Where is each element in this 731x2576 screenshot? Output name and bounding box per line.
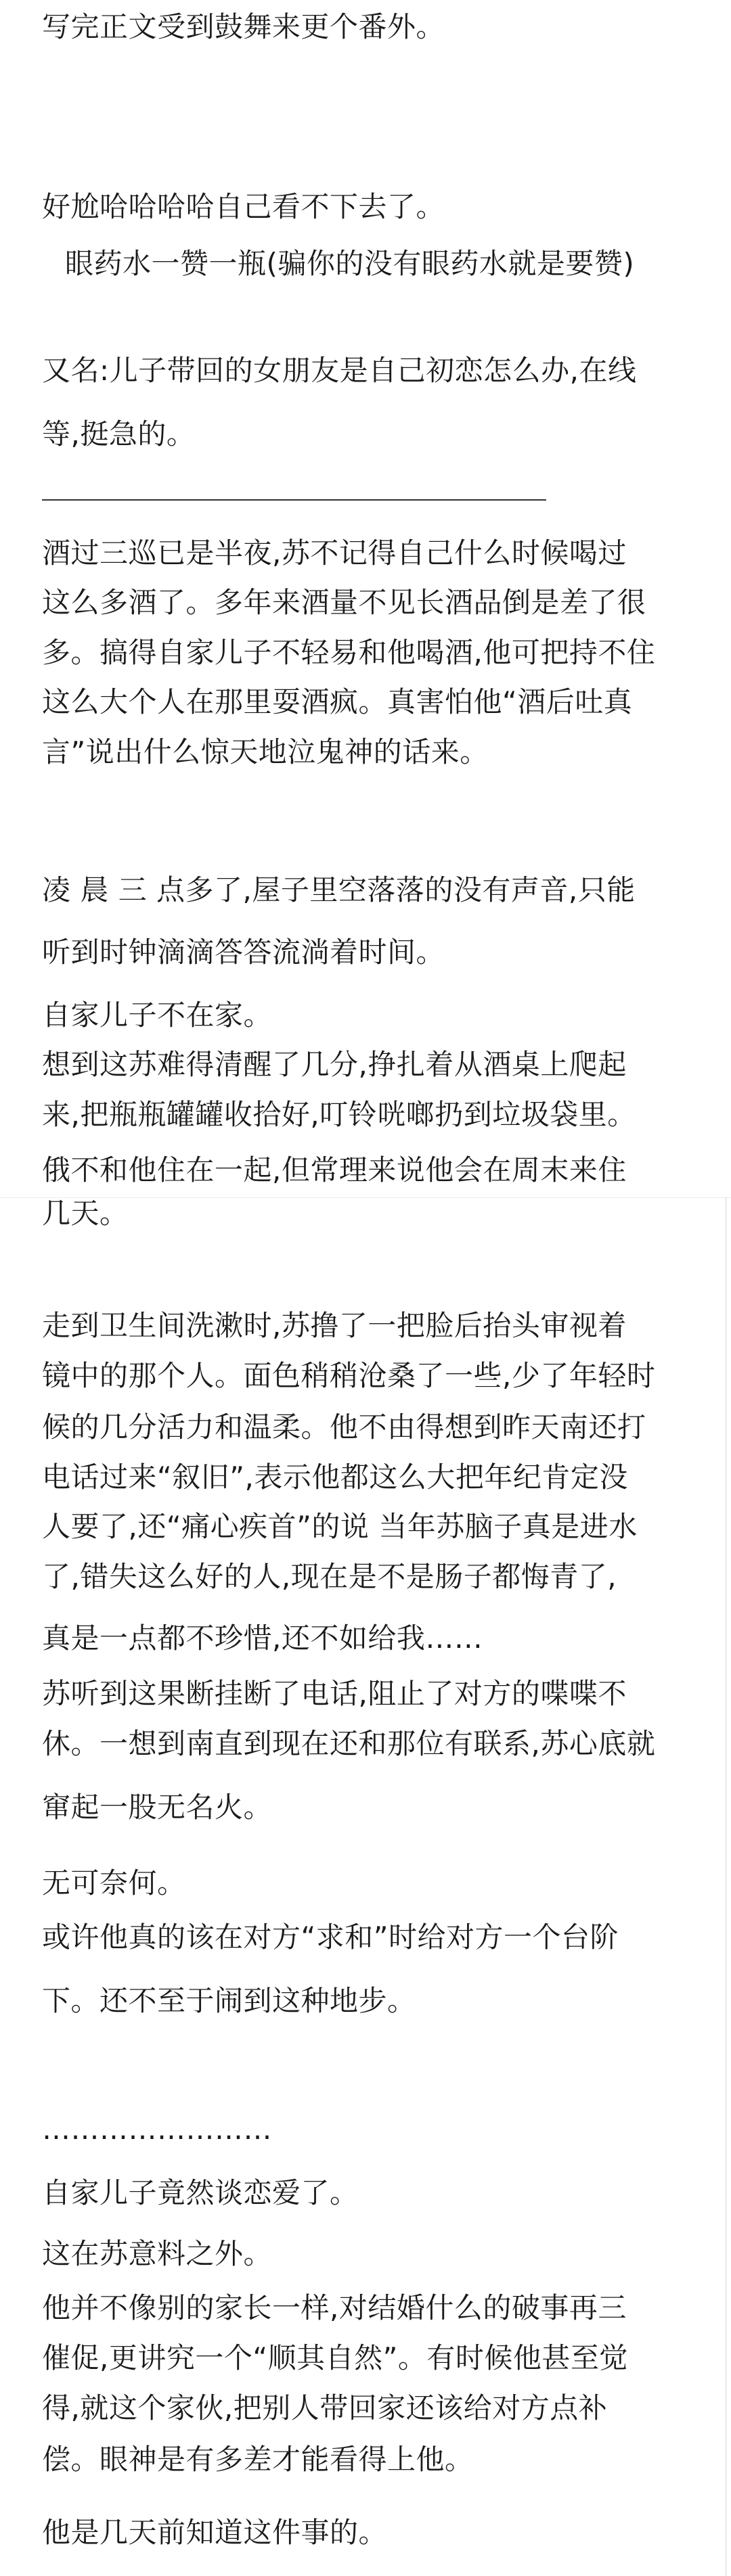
text-line: 来,把瓶瓶罐罐收拾好,叮铃咣啷扔到垃圾袋里。 bbox=[42, 1098, 636, 1131]
text-line: 窜起一股无名火。 bbox=[42, 1791, 273, 1824]
text-line: 了,错失这么好的人,现在是不是肠子都悔青了, bbox=[42, 1560, 617, 1593]
text-line: 催促,更讲究一个“顺其自然”。有时候他甚至觉 bbox=[42, 2341, 628, 2374]
text-line: 这么大个人在那里耍酒疯。真害怕他“酒后吐真 bbox=[42, 685, 633, 718]
text-line: 或许他真的该在对方“求和”时给对方一个台阶 bbox=[42, 1920, 619, 1954]
text-line: 镜中的那个人。面色稍稍沧桑了一些,少了年轻时 bbox=[42, 1359, 656, 1392]
text-line: 自家儿子不在家。 bbox=[42, 998, 273, 1032]
text-line: 人要了,还“痛心疾首”的说 当年苏脑子真是进水 bbox=[42, 1510, 638, 1543]
text-line: 这么多酒了。多年来酒量不见长酒品倒是差了很 bbox=[42, 586, 646, 619]
text-line: 真是一点都不珍惜,还不如给我…… bbox=[42, 1622, 483, 1655]
text-line: 自家儿子竟然谈恋爱了。 bbox=[42, 2176, 359, 2209]
text-line: 写完正文受到鼓舞来更个番外。 bbox=[42, 10, 445, 43]
text-line: 这在苏意料之外。 bbox=[42, 2237, 273, 2270]
text-line: 眼药水一赞一瓶(骗你的没有眼药水就是要赞) bbox=[65, 247, 635, 280]
text-line: 多。搞得自家儿子不轻易和他喝酒,他可把持不住 bbox=[42, 636, 656, 669]
text-line: 他是几天前知道这件事的。 bbox=[42, 2516, 388, 2549]
text-line: 好尬哈哈哈哈自己看不下去了。 bbox=[42, 190, 445, 223]
text-line: 走到卫生间洗漱时,苏撸了一把脸后抬头审视着 bbox=[42, 1309, 627, 1342]
text-line: 想到这苏难得清醒了几分,挣扎着从酒桌上爬起 bbox=[42, 1048, 627, 1081]
text-line: 电话过来“叙旧”,表示他都这么大把年纪肯定没 bbox=[42, 1460, 628, 1494]
text-line: 苏听到这果断挂断了电话,阻止了对方的喋喋不 bbox=[42, 1677, 627, 1710]
text-line: 言”说出什么惊天地泣鬼神的话来。 bbox=[42, 735, 489, 768]
text-line: 候的几分活力和温柔。他不由得想到昨天南还打 bbox=[42, 1410, 646, 1444]
text-line: 等,挺急的。 bbox=[42, 417, 196, 451]
separator-rule bbox=[42, 499, 546, 501]
text-line: 无可奈何。 bbox=[42, 1866, 186, 1900]
text-line: 得,就这个家伙,把别人带回家还该给对方点补 bbox=[42, 2391, 608, 2424]
text-line: 凌 晨 三 点多了,屋子里空落落的没有声音,只能 bbox=[42, 873, 636, 906]
text-line: 俄不和他住在一起,但常理来说他会在周末来住 bbox=[42, 1153, 627, 1187]
text-line: 他并不像别的家长一样,对结婚什么的破事再三 bbox=[42, 2291, 627, 2324]
text-line: 下。还不至于闹到这种地步。 bbox=[42, 1984, 416, 2017]
text-line: 几天。 bbox=[42, 1197, 129, 1230]
text-line: 又名:儿子带回的女朋友是自己初恋怎么办,在线 bbox=[42, 354, 637, 387]
text-line: 听到时钟滴滴答答流淌着时间。 bbox=[42, 936, 445, 969]
ellipsis-separator: …………………… bbox=[42, 2113, 272, 2146]
text-line: 偿。眼神是有多差才能看得上他。 bbox=[42, 2443, 474, 2476]
text-line: 休。一想到南直到现在还和那位有联系,苏心底就 bbox=[42, 1727, 656, 1760]
text-line: 酒过三巡已是半夜,苏不记得自己什么时候喝过 bbox=[42, 536, 627, 570]
